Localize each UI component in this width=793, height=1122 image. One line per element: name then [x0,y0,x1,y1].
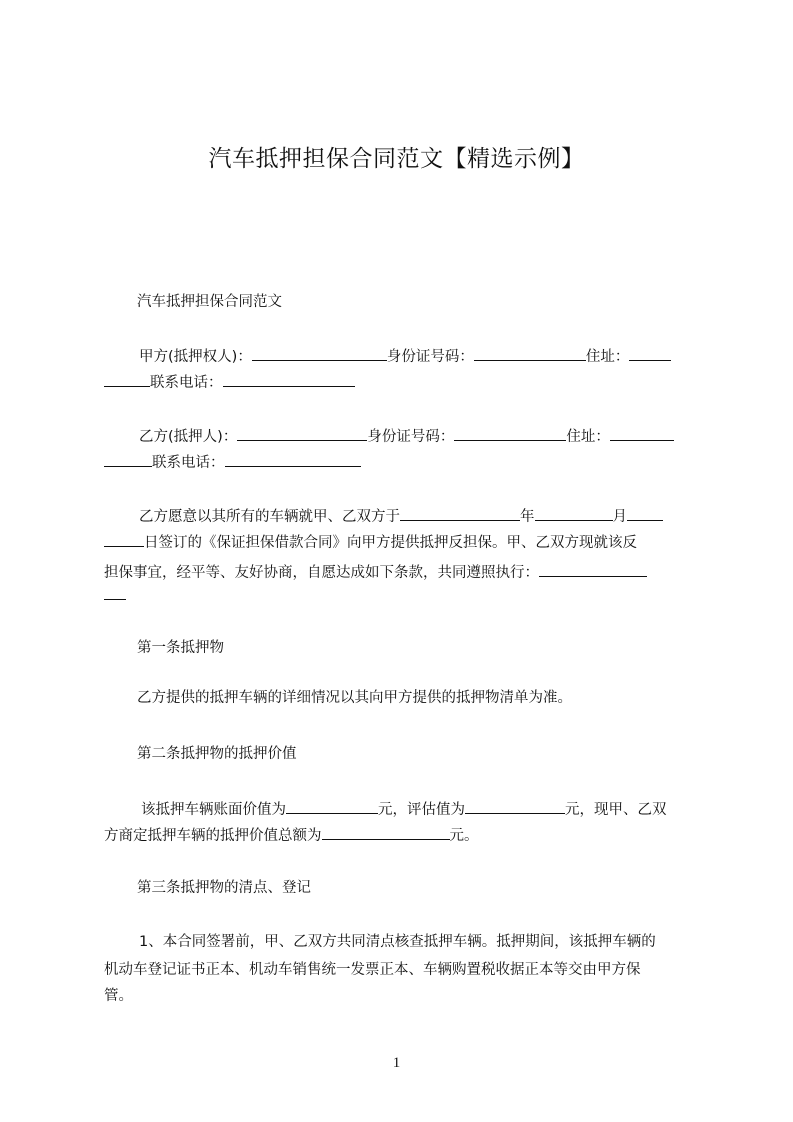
party-b-phone-label: 联系电话： [152,455,225,471]
document-title: 汽车抵押担保合同范文【精选示例】 [208,146,585,172]
party-a-address-blank-cont [104,371,150,387]
party-a-phone-blank [223,371,355,387]
article-3-text-c: 管。 [104,988,133,1004]
date-year-blank [400,505,520,521]
article-2-line-1 [141,798,667,820]
party-a-phone-label: 联系电话： [150,375,223,391]
intro-blank-cont [104,584,126,600]
article-3-line-3 [104,986,133,1006]
article-2-text-c: 元，现甲、乙双 [565,802,667,818]
article-2-heading [137,744,297,764]
appraised-value-blank [465,798,565,814]
article-3-text-a: 1、本合同签署前，甲、乙双方共同清点核查抵押车辆。抵押期间，该抵押车辆的 [139,934,656,950]
article-1-body-text: 乙方提供的抵押车辆的详细情况以其向甲方提供的抵押物清单为准。 [137,690,572,706]
intro-text-a: 乙方愿意以其所有的车辆就甲、乙双方于 [139,509,400,525]
article-3-heading-text: 第三条抵押物的清点、登记 [137,880,311,896]
date-day-blank [627,505,663,521]
year-label: 年 [520,509,535,525]
date-day-blank-cont [104,531,144,547]
intro-line-1 [139,505,663,527]
intro-text-b: 日签订的《保证担保借款合同》向甲方提供抵押反担保。甲、乙双方现就该反 [144,535,637,551]
total-value-unit: 元。 [449,828,479,844]
party-b-line-1 [139,425,674,447]
party-a-id-blank [474,345,586,361]
intro-line-2 [104,531,637,553]
party-b-phone-blank [225,451,361,467]
intro-line-3 [104,561,647,583]
subtitle-text: 汽车抵押担保合同范文 [137,294,282,310]
book-value-label: 该抵押车辆账面价值为 [141,802,286,818]
intro-text-c: 担保事宜，经平等、友好协商，自愿达成如下条款，共同遵照执行： [104,565,539,581]
party-a-line-1 [139,345,671,367]
intro-blank [539,561,647,577]
party-a-name-blank [252,345,387,361]
article-1-heading-text: 第一条抵押物 [137,640,224,656]
party-b-line-2 [104,451,361,473]
month-label: 月 [612,509,627,525]
book-value-blank [286,798,378,814]
party-b-label: 乙方(抵押人)： [139,429,238,445]
page-number: 1 [392,1055,401,1071]
article-3-heading [137,878,311,898]
party-a-address-label: 住址： [585,349,630,365]
intro-line-4 [104,584,126,606]
article-2-line-2 [104,824,479,846]
article-3-line-2 [104,960,641,980]
party-b-id-label: 身份证号码： [367,429,455,445]
party-a-label: 甲方(抵押权人)： [139,349,252,365]
article-2-heading-text: 第二条抵押物的抵押价值 [137,746,297,762]
party-b-address-blank [610,425,674,441]
article-3-line-1 [139,932,656,952]
party-b-address-label: 住址： [566,429,610,445]
party-a-id-label: 身份证号码： [386,349,474,365]
party-a-address-blank [629,345,671,361]
total-value-label: 方商定抵押车辆的抵押价值总额为 [104,828,322,844]
appraised-value-label: 元，评估值为 [378,802,465,818]
article-3-text-b: 机动车登记证书正本、机动车销售统一发票正本、车辆购置税收据正本等交由甲方保 [104,962,641,978]
article-1-heading [137,638,224,658]
total-value-blank [322,824,450,840]
party-a-line-2 [104,371,355,393]
date-month-blank [535,505,613,521]
party-b-name-blank [237,425,367,441]
party-b-id-blank [454,425,566,441]
subtitle [137,292,282,312]
article-1-body [137,688,572,708]
party-b-address-blank-cont [104,451,152,467]
